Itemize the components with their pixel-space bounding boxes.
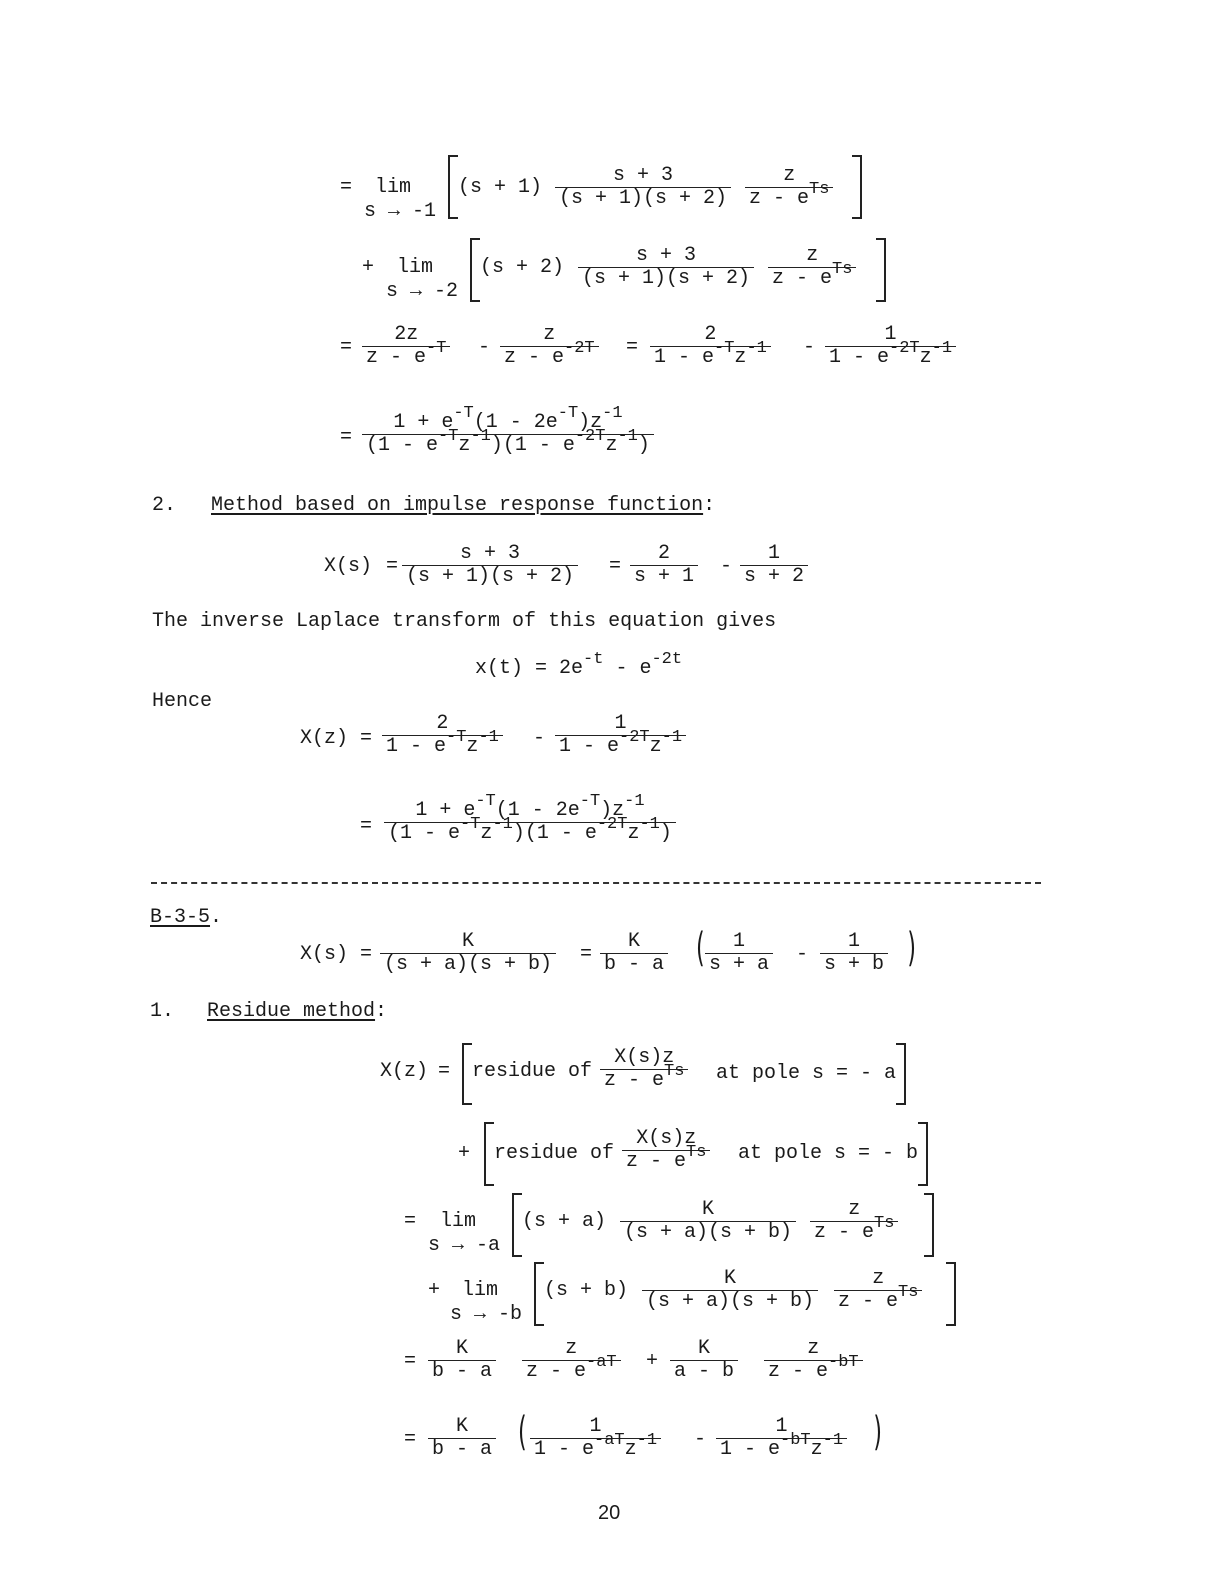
numerator: 1 [733, 930, 746, 953]
numerator: K [702, 1198, 715, 1221]
right-bracket [852, 155, 862, 219]
numerator: 1 [614, 712, 627, 735]
denominator: b - a [432, 1438, 493, 1461]
lim-subscript: s → -2 [386, 280, 459, 303]
lhs: X(z) [380, 1060, 429, 1083]
equals-sign: = [404, 1350, 417, 1373]
equals-sign: = [360, 727, 373, 750]
lim-subscript: s → -1 [364, 200, 437, 223]
fraction [380, 931, 556, 976]
section-title: Method based on impulse response function [211, 494, 704, 517]
right-paren: ) [905, 925, 919, 971]
fraction [522, 1338, 621, 1383]
equals-sign: = [404, 1210, 417, 1233]
numerator: s + 3 [460, 542, 521, 565]
left-bracket [512, 1193, 522, 1257]
fraction [555, 713, 686, 758]
colon: : [703, 494, 716, 517]
numerator: 1 [775, 1415, 788, 1438]
minus-sign: - [533, 727, 546, 750]
numerator: z [848, 1198, 861, 1221]
right-paren: ) [871, 1409, 885, 1455]
denominator: s + 1 [634, 565, 695, 588]
xt-equation: $x(t) = 2e^{-t} - e^{-2t}$ [475, 650, 683, 680]
numerator: s + 3 [636, 244, 697, 267]
denominator: z - $e^{-T}$ [366, 339, 447, 369]
fraction [428, 1338, 496, 1383]
fraction [650, 324, 771, 369]
equals-sign: = [609, 555, 622, 578]
fraction [428, 1416, 496, 1461]
numerator: K [698, 1337, 711, 1360]
factor: (s + 1) [458, 176, 543, 199]
fraction [622, 1128, 710, 1173]
lhs: X(s) [324, 555, 373, 578]
left-bracket [534, 1262, 544, 1326]
numerator: 2 [658, 542, 671, 565]
fraction [642, 1268, 818, 1313]
fraction [740, 543, 808, 588]
pole-text: at pole s = - b [738, 1142, 919, 1165]
fraction [745, 165, 833, 210]
equals-sign: = [340, 176, 353, 199]
minus-sign: - [694, 1428, 707, 1451]
denominator: s + a [709, 953, 770, 976]
denominator: a - b [674, 1360, 735, 1383]
numerator: 1 [768, 542, 781, 565]
plus-sign: + [428, 1279, 441, 1302]
lim-operator: lim [462, 1279, 499, 1302]
section-divider [151, 882, 1041, 884]
numerator: K [724, 1267, 737, 1290]
period: . [210, 906, 223, 929]
lim-operator: lim [375, 176, 412, 199]
lhs: X(z) [300, 727, 349, 750]
denominator: z - $e^{Ts}$ [814, 1214, 895, 1244]
factor: (s + 2) [480, 256, 565, 279]
fraction [530, 1416, 661, 1461]
fraction [810, 1199, 898, 1244]
minus-sign: - [478, 336, 491, 359]
fraction [630, 543, 698, 588]
numerator: 2z [394, 323, 419, 346]
fraction [825, 324, 956, 369]
lim-operator: lim [440, 1210, 477, 1233]
fraction [764, 1338, 863, 1383]
equals-sign: = [360, 943, 373, 966]
equals-sign: = [626, 336, 639, 359]
equals-sign: = [360, 815, 373, 838]
equals-sign: = [340, 426, 353, 449]
denominator: $1 - e^{-T}z^{-1}$ [386, 728, 499, 758]
fraction [600, 1047, 688, 1092]
equals-sign: = [340, 336, 353, 359]
fraction [500, 324, 599, 369]
residue-text: residue of [472, 1060, 593, 1083]
lim-subscript: s → -a [428, 1234, 501, 1257]
denominator: s + b [824, 953, 885, 976]
numerator: 1 [589, 1415, 602, 1438]
right-bracket [946, 1262, 956, 1326]
denominator: (s + 1)(s + 2) [582, 267, 751, 290]
numerator: X(s)z [614, 1046, 675, 1069]
denominator: $(1 - e^{-T}z^{-1})(1 - e^{-2T}z^{-1})$ [388, 815, 672, 845]
numerator: 1 [884, 323, 897, 346]
numerator: z [807, 1337, 820, 1360]
residue-text: residue of [494, 1142, 615, 1165]
minus-sign: - [803, 336, 816, 359]
denominator: z - $e^{Ts}$ [749, 180, 830, 210]
numerator: z [543, 323, 556, 346]
denominator: b - a [604, 953, 665, 976]
denominator: z - $e^{-aT}$ [526, 1353, 617, 1383]
denominator: $(1 - e^{-T}z^{-1})(1 - e^{-2T}z^{-1})$ [366, 427, 650, 457]
fraction [768, 245, 856, 290]
fraction [620, 1199, 796, 1244]
factor: (s + b) [544, 1279, 629, 1302]
section-number: 1. [150, 1000, 175, 1023]
denominator: (s + a)(s + b) [624, 1221, 793, 1244]
denominator: (s + a)(s + b) [384, 953, 553, 976]
denominator: $1 - e^{-2T}z^{-1}$ [559, 728, 683, 758]
plus-sign: + [362, 256, 375, 279]
denominator: (s + 1)(s + 2) [406, 565, 575, 588]
right-bracket [924, 1193, 934, 1257]
fraction [716, 1416, 847, 1461]
numerator: s + 3 [613, 164, 674, 187]
denominator: z - $e^{Ts}$ [772, 260, 853, 290]
section-heading [211, 494, 715, 518]
left-bracket [484, 1122, 494, 1186]
left-bracket [462, 1043, 472, 1105]
numerator: z [806, 244, 819, 267]
left-paren: ( [515, 1409, 529, 1455]
fraction [705, 931, 773, 976]
plus-sign: + [458, 1142, 471, 1165]
denominator: z - $e^{Ts}$ [838, 1283, 919, 1313]
numerator: 1 [848, 930, 861, 953]
right-bracket [896, 1043, 906, 1105]
fraction [402, 543, 578, 588]
left-paren: ( [693, 925, 707, 971]
numerator: K [456, 1337, 469, 1360]
equals-sign: = [580, 943, 593, 966]
numerator: X(s)z [636, 1127, 697, 1150]
plus-sign: + [646, 1350, 659, 1373]
fraction [384, 792, 676, 845]
left-bracket [448, 155, 458, 219]
numerator: z [565, 1337, 578, 1360]
equals-sign: = [438, 1060, 451, 1083]
fraction [362, 324, 450, 369]
equals-sign: = [404, 1428, 417, 1451]
problem-label: B-3-5 [150, 906, 211, 929]
fraction [820, 931, 888, 976]
denominator: $1 - e^{-2T}z^{-1}$ [829, 339, 953, 369]
factor: (s + a) [522, 1210, 607, 1233]
fraction [382, 713, 503, 758]
minus-sign: - [720, 555, 733, 578]
numerator: K [456, 1415, 469, 1438]
fraction [362, 404, 654, 457]
fraction [555, 165, 731, 210]
left-bracket [470, 238, 480, 302]
numerator: 2 [436, 712, 449, 735]
section-number: 2. [152, 494, 177, 517]
minus-sign: - [796, 943, 809, 966]
denominator: z - $e^{-bT}$ [768, 1353, 859, 1383]
numerator: z [872, 1267, 885, 1290]
denominator: $1 - e^{-T}z^{-1}$ [654, 339, 767, 369]
fraction [670, 1338, 738, 1383]
denominator: z - $e^{Ts}$ [626, 1143, 707, 1173]
colon: : [375, 1000, 388, 1023]
hence-text: Hence [152, 690, 213, 713]
numerator: $1 + e^{-T}(1 - 2e^{-T})z^{-1}$ [415, 792, 645, 822]
fraction [578, 245, 754, 290]
denominator: (s + a)(s + b) [646, 1290, 815, 1313]
problem-heading [150, 906, 222, 930]
denominator: $1 - e^{-aT}z^{-1}$ [534, 1431, 658, 1461]
section-title: Residue method [207, 1000, 376, 1023]
fraction [834, 1268, 922, 1313]
lhs: X(s) [300, 943, 349, 966]
paragraph-text: The inverse Laplace transform of this equation gives [152, 610, 777, 633]
denominator: z - $e^{-2T}$ [504, 339, 595, 369]
numerator: K [462, 930, 475, 953]
equals-sign: = [386, 555, 399, 578]
numerator: 2 [704, 323, 717, 346]
right-bracket [876, 238, 886, 302]
fraction [600, 931, 668, 976]
numerator: z [783, 164, 796, 187]
denominator: $1 - e^{-bT}z^{-1}$ [720, 1431, 844, 1461]
denominator: s + 2 [744, 565, 805, 588]
lim-operator: lim [397, 256, 434, 279]
page-number: 20 [598, 1502, 621, 1524]
denominator: z - $e^{Ts}$ [604, 1062, 685, 1092]
numerator: $1 + e^{-T}(1 - 2e^{-T})z^{-1}$ [393, 404, 623, 434]
section-heading [207, 1000, 387, 1024]
pole-text: at pole s = - a [716, 1062, 897, 1085]
right-bracket [918, 1122, 928, 1186]
numerator: K [628, 930, 641, 953]
denominator: (s + 1)(s + 2) [559, 187, 728, 210]
denominator: b - a [432, 1360, 493, 1383]
lim-subscript: s → -b [450, 1303, 523, 1326]
